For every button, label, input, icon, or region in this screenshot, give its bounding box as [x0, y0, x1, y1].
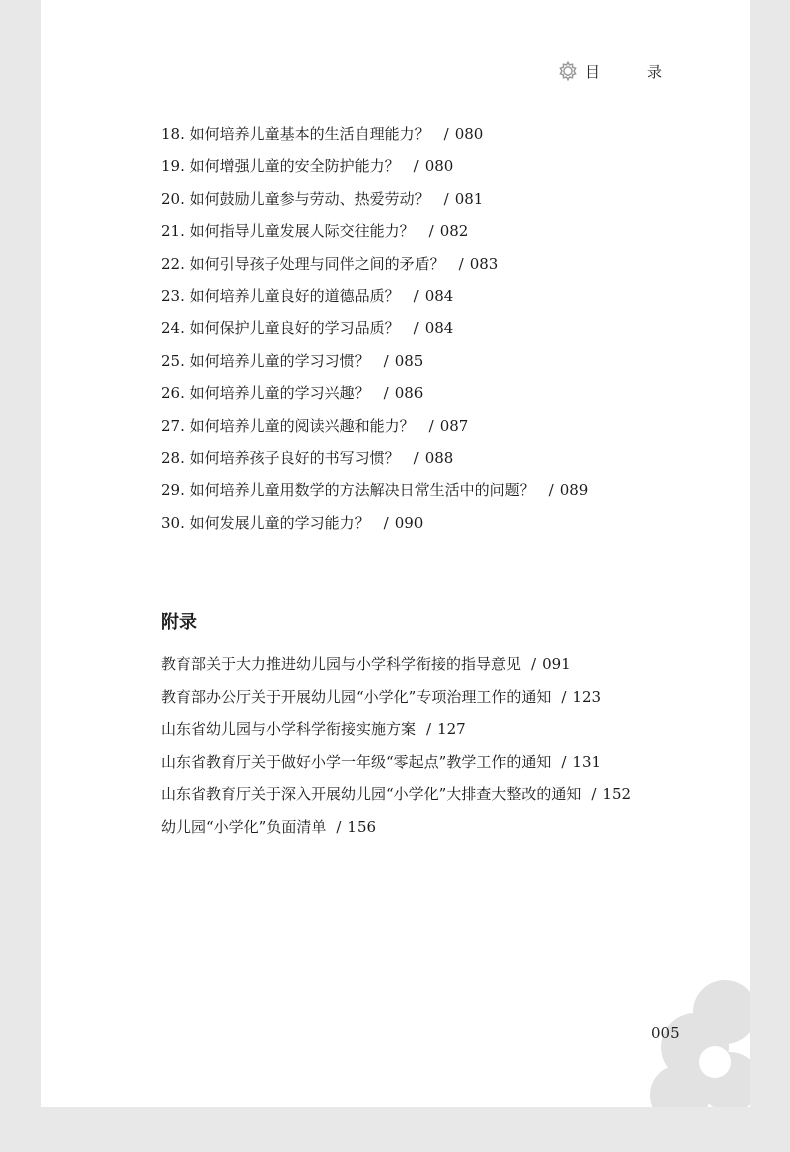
toc-separator: /: [428, 222, 434, 241]
flower-decoration: [620, 977, 750, 1107]
appendix-item-text: 山东省幼儿园与小学科学衔接实施方案: [161, 720, 417, 738]
toc-item-page: 080: [454, 125, 484, 143]
toc-separator: /: [458, 254, 464, 273]
toc-item[interactable]: [161, 414, 588, 446]
toc-item-text: 29. 如何培养儿童用数学的方法解决日常生活中的问题？: [161, 481, 535, 500]
toc-item-text: 26. 如何培养儿童的学习兴趣？: [161, 384, 370, 403]
gear-icon: [557, 60, 579, 82]
toc-item[interactable]: [161, 349, 588, 381]
toc-separator: /: [591, 785, 597, 803]
appendix-item-page: 152: [602, 785, 632, 803]
book-page: [41, 0, 750, 1107]
toc-item[interactable]: [161, 478, 588, 510]
appendix-item-page: 091: [542, 655, 571, 673]
toc-item-page: 084: [424, 286, 454, 305]
appendix-item-page: 127: [437, 720, 466, 738]
appendix-item-page: 131: [572, 752, 602, 771]
toc-separator: /: [413, 286, 419, 305]
toc-item-page: 081: [454, 189, 484, 208]
toc-separator: /: [428, 416, 434, 435]
toc-item-page: 089: [559, 481, 589, 500]
toc-separator: /: [413, 319, 419, 338]
toc-item-page: 088: [424, 448, 454, 467]
toc-item-page: 080: [424, 157, 454, 176]
appendix-item[interactable]: [161, 782, 631, 815]
appendix-item-page: 123: [572, 687, 602, 706]
appendix-item[interactable]: [161, 685, 631, 718]
toc-separator: /: [561, 687, 567, 706]
toc-item[interactable]: [161, 154, 588, 186]
toc-item[interactable]: [161, 381, 588, 413]
toc-item-page: 084: [424, 319, 454, 338]
toc-item-page: 083: [469, 254, 499, 273]
toc-separator: /: [336, 817, 342, 836]
appendix-item-page: 156: [347, 817, 377, 836]
toc-item-text: 22. 如何引导孩子处理与同伴之间的矛盾？: [161, 254, 445, 273]
toc-item[interactable]: [161, 122, 588, 154]
toc-item-text: 21. 如何指导儿童发展人际交往能力？: [161, 222, 415, 241]
toc-item-text: 30. 如何发展儿童的学习能力？: [161, 513, 370, 532]
toc-item-text: 19. 如何增强儿童的安全防护能力？: [161, 157, 400, 176]
toc-separator: /: [383, 351, 389, 370]
page-title: 目 录: [584, 62, 678, 81]
appendix-item-text: 教育部办公厅关于开展幼儿园“小学化”专项治理工作的通知: [161, 687, 552, 706]
appendix-item-text: 山东省教育厅关于深入开展幼儿园“小学化”大排查大整改的通知: [161, 785, 582, 803]
toc-item-page: 086: [394, 384, 424, 403]
toc-item-text: 28. 如何培养孩子良好的书写习惯？: [161, 448, 400, 467]
toc-item-text: 23. 如何培养儿童良好的道德品质？: [161, 286, 400, 305]
toc-item-text: 27. 如何培养儿童的阅读兴趣和能力？: [161, 416, 415, 435]
appendix-item[interactable]: [161, 652, 631, 685]
toc-separator: /: [413, 157, 419, 176]
page-header: [557, 60, 678, 82]
toc-separator: /: [426, 720, 432, 738]
toc-separator: /: [383, 513, 389, 532]
toc-item-text: 24. 如何保护儿童良好的学习品质？: [161, 319, 400, 338]
appendix-item-text: 幼儿园“小学化”负面清单: [161, 817, 327, 836]
appendix-list: [161, 652, 631, 847]
toc-item[interactable]: [161, 446, 588, 478]
toc-separator: /: [548, 481, 554, 500]
toc-item-page: 085: [394, 351, 424, 370]
appendix-item-text: 教育部关于大力推进幼儿园与小学科学衔接的指导意见: [161, 655, 522, 673]
toc-item-page: 087: [439, 416, 469, 435]
appendix-heading: 附录: [161, 612, 197, 633]
toc-separator: /: [443, 125, 449, 143]
toc-separator: /: [383, 384, 389, 403]
toc-item[interactable]: [161, 511, 588, 543]
toc-item-text: 25. 如何培养儿童的学习习惯？: [161, 351, 370, 370]
toc-item[interactable]: [161, 219, 588, 251]
toc-list: [161, 122, 588, 543]
toc-item-text: 20. 如何鼓励儿童参与劳动、热爱劳动？: [161, 189, 430, 208]
toc-separator: /: [443, 189, 449, 208]
toc-separator: /: [413, 448, 419, 467]
toc-item[interactable]: [161, 284, 588, 316]
appendix-item-text: 山东省教育厅关于做好小学一年级“零起点”教学工作的通知: [161, 752, 552, 771]
appendix-item[interactable]: [161, 717, 631, 750]
appendix-item[interactable]: [161, 815, 631, 848]
toc-item-page: 082: [439, 222, 469, 241]
toc-separator: /: [531, 655, 537, 673]
toc-item-page: 090: [394, 513, 424, 532]
toc-item-text: 18. 如何培养儿童基本的生活自理能力？: [161, 125, 430, 143]
appendix-item[interactable]: [161, 750, 631, 783]
toc-separator: /: [561, 752, 567, 771]
toc-item[interactable]: [161, 187, 588, 219]
toc-item[interactable]: [161, 316, 588, 348]
page-number: 005: [651, 1024, 680, 1042]
toc-item[interactable]: [161, 252, 588, 284]
